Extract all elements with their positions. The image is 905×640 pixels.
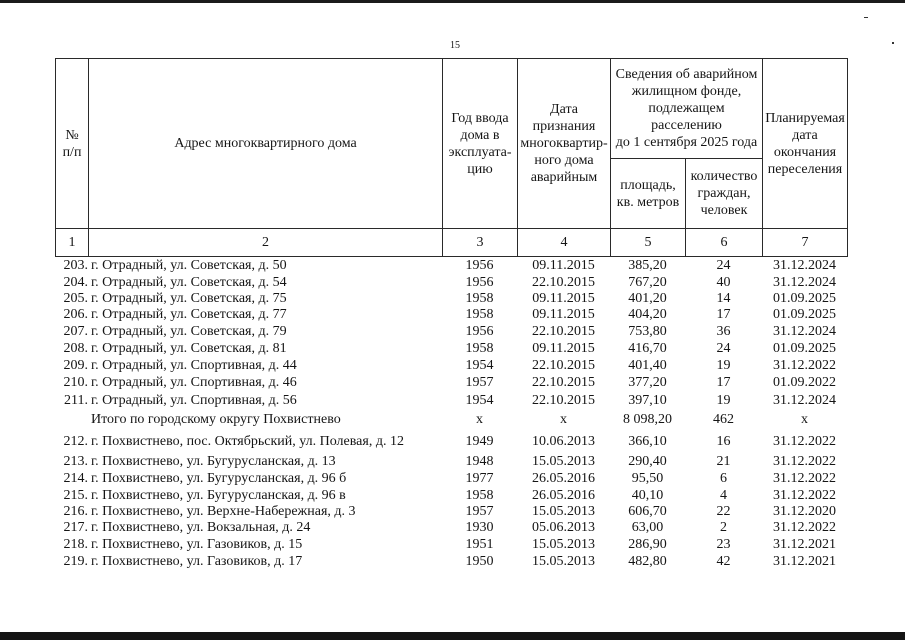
year-built-cell: 1950 xyxy=(465,554,494,569)
area-cell: 40,10 xyxy=(631,488,664,503)
row-number: 213. xyxy=(63,454,88,469)
recognition-date-cell: 10.06.2013 xyxy=(532,434,595,449)
recognition-date-cell: 09.11.2015 xyxy=(532,307,595,322)
address-cell: Итого по городскому округу Похвистнево xyxy=(91,412,341,427)
column-number: 7 xyxy=(762,228,848,257)
header-recognition-date: Дата признания многоквартир- ного дома аварийным xyxy=(517,58,611,229)
row-number: 205. xyxy=(63,291,88,306)
planned-date-cell: 31.12.2021 xyxy=(773,554,836,569)
table-row xyxy=(0,453,905,470)
recognition-date-cell: 26.05.2016 xyxy=(532,488,595,503)
area-cell: 366,10 xyxy=(628,434,667,449)
residents-cell: 17 xyxy=(716,375,731,390)
recognition-date-cell: 22.10.2015 xyxy=(532,324,595,339)
address-cell: г. Отрадный, ул. Советская, д. 54 xyxy=(91,275,287,290)
table-row xyxy=(0,470,905,487)
address-cell: г. Отрадный, ул. Спортивная, д. 44 xyxy=(91,358,297,373)
year-built-cell: 1956 xyxy=(465,324,494,339)
column-number: 4 xyxy=(517,228,611,257)
table-row xyxy=(0,257,905,274)
area-cell: 290,40 xyxy=(628,454,667,469)
address-cell: г. Похвистнево, ул. Газовиков, д. 15 xyxy=(91,537,303,552)
address-cell: г. Отрадный, ул. Советская, д. 79 xyxy=(91,324,287,339)
year-built-cell: 1930 xyxy=(465,520,494,535)
address-cell: г. Отрадный, ул. Советская, д. 77 xyxy=(91,307,287,322)
residents-cell: 24 xyxy=(716,341,731,356)
address-cell: г. Отрадный, ул. Советская, д. 75 xyxy=(91,291,287,306)
scan-speck xyxy=(892,42,894,44)
recognition-date-cell: 09.11.2015 xyxy=(532,258,595,273)
residents-cell: 40 xyxy=(716,275,731,290)
planned-date-cell: 31.12.2024 xyxy=(773,258,836,273)
table-row xyxy=(0,290,905,307)
header-emergency-housing-info: Сведения об аварийном жилищном фонде, подлежащем расселению до 1 сентября 2025 года xyxy=(610,58,763,159)
table-row xyxy=(0,503,905,520)
residents-cell: 19 xyxy=(716,393,731,408)
planned-date-cell: 31.12.2021 xyxy=(773,537,836,552)
row-number: 212. xyxy=(63,434,88,449)
year-built-cell: 1977 xyxy=(465,471,494,486)
table-row xyxy=(0,374,905,391)
table-row xyxy=(0,519,905,536)
page-number: 15 xyxy=(450,40,460,51)
planned-date-cell: 31.12.2020 xyxy=(773,504,836,519)
planned-date-cell: 31.12.2024 xyxy=(773,393,836,408)
residents-cell: 23 xyxy=(716,537,731,552)
year-built-cell: 1958 xyxy=(465,291,494,306)
area-cell: 416,70 xyxy=(628,341,667,356)
residents-cell: 2 xyxy=(720,520,727,535)
area-cell: 753,80 xyxy=(628,324,667,339)
area-cell: 482,80 xyxy=(628,554,667,569)
residents-cell: 22 xyxy=(716,504,731,519)
area-cell: 397,10 xyxy=(628,393,667,408)
row-number: 208. xyxy=(63,341,88,356)
header-residents: количество граждан, человек xyxy=(685,158,763,229)
recognition-date-cell: 22.10.2015 xyxy=(532,275,595,290)
year-built-cell: 1958 xyxy=(465,341,494,356)
year-built-cell: 1958 xyxy=(465,488,494,503)
recognition-date-cell: 05.06.2013 xyxy=(532,520,595,535)
address-cell: г. Похвистнево, ул. Верхне-Набережная, д. 3 xyxy=(91,504,356,519)
planned-date-cell: 31.12.2022 xyxy=(773,434,836,449)
planned-date-cell: 31.12.2022 xyxy=(773,454,836,469)
residents-cell: 6 xyxy=(720,471,727,486)
recognition-date-cell: 22.10.2015 xyxy=(532,375,595,390)
year-built-cell: 1957 xyxy=(465,375,494,390)
header-row-number: № п/п xyxy=(55,58,89,229)
year-built-cell: 1954 xyxy=(465,358,494,373)
year-built-cell: 1954 xyxy=(465,393,494,408)
table-row xyxy=(0,536,905,553)
year-built-cell: 1958 xyxy=(465,307,494,322)
planned-date-cell: 31.12.2022 xyxy=(773,358,836,373)
recognition-date-cell: 15.05.2013 xyxy=(532,554,595,569)
planned-date-cell: 01.09.2025 xyxy=(773,341,836,356)
area-cell: 8 098,20 xyxy=(623,412,672,427)
recognition-date-cell: 22.10.2015 xyxy=(532,393,595,408)
row-number: 216. xyxy=(63,504,88,519)
column-number: 2 xyxy=(88,228,443,257)
scan-speck xyxy=(864,17,868,18)
planned-date-cell: х xyxy=(801,412,808,427)
table-row xyxy=(0,306,905,323)
area-cell: 286,90 xyxy=(628,537,667,552)
area-cell: 377,20 xyxy=(628,375,667,390)
year-built-cell: 1956 xyxy=(465,258,494,273)
area-cell: 401,40 xyxy=(628,358,667,373)
table-row xyxy=(0,433,905,450)
header-address: Адрес многоквартирного дома xyxy=(88,58,443,229)
scan-top-border xyxy=(0,0,905,3)
planned-date-cell: 31.12.2022 xyxy=(773,520,836,535)
year-built-cell: 1949 xyxy=(465,434,494,449)
table-row xyxy=(0,274,905,291)
total-row xyxy=(0,411,905,428)
residents-cell: 21 xyxy=(716,454,731,469)
header-area: площадь, кв. метров xyxy=(610,158,686,229)
residents-cell: 36 xyxy=(716,324,731,339)
year-built-cell: 1951 xyxy=(465,537,494,552)
column-number: 3 xyxy=(442,228,518,257)
year-built-cell: 1948 xyxy=(465,454,494,469)
address-cell: г. Отрадный, ул. Советская, д. 50 xyxy=(91,258,287,273)
area-cell: 404,20 xyxy=(628,307,667,322)
row-number: 206. xyxy=(63,307,88,322)
planned-date-cell: 31.12.2024 xyxy=(773,275,836,290)
area-cell: 95,50 xyxy=(631,471,664,486)
table-row xyxy=(0,357,905,374)
year-built-cell: х xyxy=(476,412,483,427)
planned-date-cell: 01.09.2025 xyxy=(773,307,836,322)
row-number: 218. xyxy=(63,537,88,552)
table-row xyxy=(0,553,905,570)
row-number: 214. xyxy=(63,471,88,486)
year-built-cell: 1957 xyxy=(465,504,494,519)
residents-cell: 462 xyxy=(713,412,734,427)
year-built-cell: 1956 xyxy=(465,275,494,290)
address-cell: г. Похвистнево, ул. Бугурусланская, д. 96 б xyxy=(91,471,347,486)
address-cell: г. Похвистнево, пос. Октябрьский, ул. Полевая, д. 12 xyxy=(91,434,404,449)
table-row xyxy=(0,323,905,340)
recognition-date-cell: 26.05.2016 xyxy=(532,471,595,486)
row-number: 211. xyxy=(64,393,88,408)
area-cell: 767,20 xyxy=(628,275,667,290)
recognition-date-cell: 15.05.2013 xyxy=(532,504,595,519)
table-row xyxy=(0,487,905,504)
planned-date-cell: 31.12.2024 xyxy=(773,324,836,339)
recognition-date-cell: 09.11.2015 xyxy=(532,291,595,306)
address-cell: г. Похвистнево, ул. Газовиков, д. 17 xyxy=(91,554,303,569)
table-row xyxy=(0,340,905,357)
area-cell: 63,00 xyxy=(631,520,664,535)
row-number: 217. xyxy=(63,520,88,535)
recognition-date-cell: 15.05.2013 xyxy=(532,537,595,552)
address-cell: г. Отрадный, ул. Спортивная, д. 56 xyxy=(91,393,297,408)
residents-cell: 42 xyxy=(716,554,731,569)
address-cell: г. Отрадный, ул. Спортивная, д. 46 xyxy=(91,375,297,390)
planned-date-cell: 01.09.2022 xyxy=(773,375,836,390)
address-cell: г. Похвистнево, ул. Вокзальная, д. 24 xyxy=(91,520,311,535)
address-cell: г. Похвистнево, ул. Бугурусланская, д. 96 в xyxy=(91,488,346,503)
row-number: 215. xyxy=(63,488,88,503)
row-number: 219. xyxy=(63,554,88,569)
address-cell: г. Похвистнево, ул. Бугурусланская, д. 13 xyxy=(91,454,336,469)
planned-date-cell: 31.12.2022 xyxy=(773,488,836,503)
residents-cell: 14 xyxy=(716,291,731,306)
residents-cell: 24 xyxy=(716,258,731,273)
column-number: 5 xyxy=(610,228,686,257)
residents-cell: 4 xyxy=(720,488,727,503)
row-number: 210. xyxy=(63,375,88,390)
column-number: 1 xyxy=(55,228,89,257)
row-number: 203. xyxy=(63,258,88,273)
scan-bottom-border xyxy=(0,632,905,640)
row-number: 209. xyxy=(63,358,88,373)
column-number: 6 xyxy=(685,228,763,257)
header-year: Год ввода дома в эксплуата- цию xyxy=(442,58,518,229)
table-row xyxy=(0,392,905,409)
recognition-date-cell: 22.10.2015 xyxy=(532,358,595,373)
planned-date-cell: 31.12.2022 xyxy=(773,471,836,486)
planned-date-cell: 01.09.2025 xyxy=(773,291,836,306)
residents-cell: 19 xyxy=(716,358,731,373)
recognition-date-cell: 15.05.2013 xyxy=(532,454,595,469)
row-number: 207. xyxy=(63,324,88,339)
recognition-date-cell: х xyxy=(560,412,567,427)
recognition-date-cell: 09.11.2015 xyxy=(532,341,595,356)
area-cell: 606,70 xyxy=(628,504,667,519)
header-planned-date: Планируемая дата окончания переселения xyxy=(762,58,848,229)
address-cell: г. Отрадный, ул. Советская, д. 81 xyxy=(91,341,287,356)
row-number: 204. xyxy=(63,275,88,290)
area-cell: 385,20 xyxy=(628,258,667,273)
residents-cell: 16 xyxy=(716,434,731,449)
area-cell: 401,20 xyxy=(628,291,667,306)
residents-cell: 17 xyxy=(716,307,731,322)
